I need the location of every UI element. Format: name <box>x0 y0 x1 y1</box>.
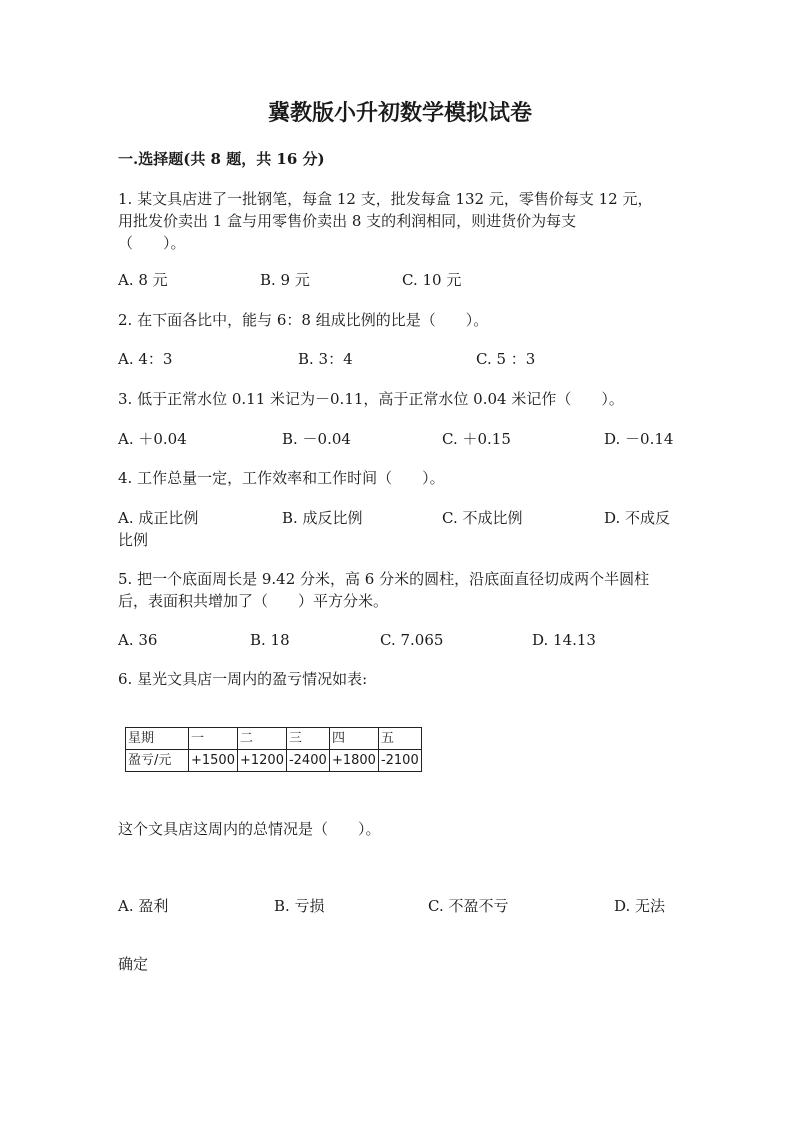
question-6-option-c[interactable]: C. 不盈不亏 <box>428 897 509 915</box>
table-cell: +1500 <box>189 750 238 772</box>
table-cell: -2400 <box>286 750 329 772</box>
question-3-option-d[interactable]: D. －0.14 <box>604 430 674 448</box>
question-1-line-1: 1. 某文具店进了一批钢笔，每盒 12 支，批发每盒 132 元，零售价每支 12 元， <box>118 190 653 208</box>
question-4-option-b[interactable]: B. 成反比例 <box>282 509 363 527</box>
question-4-option-c[interactable]: C. 不成比例 <box>442 509 523 527</box>
table-cell: 二 <box>237 728 286 750</box>
table-cell: 四 <box>329 728 378 750</box>
question-6-line-2: 这个文具店这周内的总情况是（ ）。 <box>118 820 381 838</box>
table-row <box>126 750 422 772</box>
question-5-option-b[interactable]: B. 18 <box>250 631 290 649</box>
question-5-option-d[interactable]: D. 14.13 <box>532 631 596 649</box>
question-5-line-2: 后，表面积共增加了（ ）平方分米。 <box>118 592 389 610</box>
question-4-option-d[interactable]: D. 不成反 <box>604 509 671 527</box>
question-2-option-a[interactable]: A. 4：3 <box>118 350 173 368</box>
table-cell: 盈亏/元 <box>126 750 189 772</box>
question-1-line-2: 用批发价卖出 1 盒与用零售价卖出 8 支的利润相同，则进货价为每支 <box>118 212 577 230</box>
table-header-row <box>126 728 422 750</box>
question-6-option-d-wrap: 确定 <box>118 955 149 973</box>
table-cell: +1200 <box>237 750 286 772</box>
question-4-option-d-wrap: 比例 <box>118 531 149 549</box>
question-4-line-1: 4. 工作总量一定，工作效率和工作时间（ ）。 <box>118 469 445 487</box>
table-cell: 星期 <box>126 728 189 750</box>
question-1-option-b[interactable]: B. 9 元 <box>260 271 310 289</box>
table-cell: 三 <box>286 728 329 750</box>
question-1-option-a[interactable]: A. 8 元 <box>118 271 168 289</box>
table-cell: +1800 <box>329 750 378 772</box>
question-6-option-d[interactable]: D. 无法 <box>614 897 666 915</box>
question-6-option-b[interactable]: B. 亏损 <box>274 897 325 915</box>
question-2-option-c[interactable]: C. 5 ：3 <box>476 350 536 368</box>
question-4-option-a[interactable]: A. 成正比例 <box>118 509 199 527</box>
table-cell: 五 <box>378 728 421 750</box>
question-3-option-c[interactable]: C. ＋0.15 <box>442 430 511 448</box>
question-2-line-1: 2. 在下面各比中，能与 6：8 组成比例的比是（ ）。 <box>118 311 489 329</box>
question-3-option-a[interactable]: A. ＋0.04 <box>118 430 187 448</box>
question-1-line-3: （ ）。 <box>118 234 186 252</box>
question-6-line-1: 6. 星光文具店一周内的盈亏情况如表: <box>118 670 368 688</box>
table-cell: 一 <box>189 728 238 750</box>
page-title: 冀教版小升初数学模拟试卷 <box>267 100 532 126</box>
question-3-line-1: 3. 低于正常水位 0.11 米记为－0.11，高于正常水位 0.04 米记作（ ）。 <box>118 390 624 408</box>
question-3-option-b[interactable]: B. －0.04 <box>282 430 351 448</box>
question-2-option-b[interactable]: B. 3：4 <box>298 350 353 368</box>
table-cell: -2100 <box>378 750 421 772</box>
question-6-option-a[interactable]: A. 盈利 <box>118 897 169 915</box>
profit-loss-table <box>125 727 422 772</box>
section-heading: 一.选择题(共 8 题，共 16 分) <box>118 150 325 168</box>
question-1-option-c[interactable]: C. 10 元 <box>402 271 462 289</box>
question-5-option-a[interactable]: A. 36 <box>118 631 158 649</box>
question-5-option-c[interactable]: C. 7.065 <box>380 631 444 649</box>
question-5-line-1: 5. 把一个底面周长是 9.42 分米，高 6 分米的圆柱，沿底面直径切成两个半圆柱 <box>118 570 650 588</box>
